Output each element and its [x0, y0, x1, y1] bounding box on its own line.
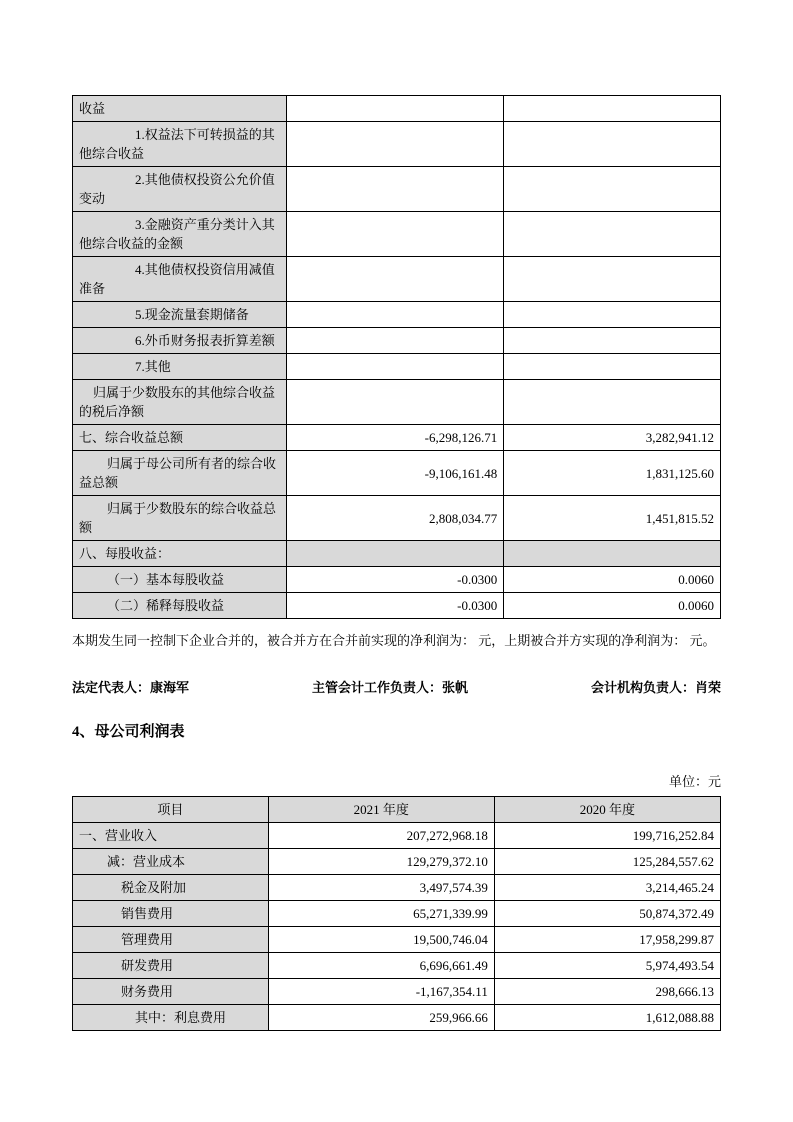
table-row [73, 979, 721, 1005]
value-2021-cell [287, 122, 504, 167]
value-2021-cell [287, 541, 504, 567]
value-2020-cell [504, 167, 721, 212]
value-2020-cell [504, 328, 721, 354]
label-cell: （一）基本每股收益 [73, 567, 287, 593]
value-2020-cell: 3,214,465.24 [494, 875, 720, 901]
value-2020-cell: 125,284,557.62 [494, 849, 720, 875]
value-2020-cell [504, 212, 721, 257]
label-cell: 4.其他债权投资信用减值准备 [73, 257, 287, 302]
value-2020-cell: 1,831,125.60 [504, 451, 721, 496]
header-item: 项目 [73, 797, 269, 823]
value-2021-cell: 6,696,661.49 [268, 953, 494, 979]
legal-representative: 法定代表人：康海军 [72, 680, 190, 695]
table-row [73, 1005, 721, 1031]
table-row [73, 823, 721, 849]
merger-note-text: 本期发生同一控制下企业合并的，被合并方在合并前实现的净利润为： 元，上期被合并方实现的净利润为： 元。 [72, 633, 716, 648]
table-row [73, 901, 721, 927]
label-cell: 税金及附加 [73, 875, 269, 901]
label-cell: 七、综合收益总额 [73, 425, 287, 451]
value-2020-cell [504, 96, 721, 122]
table-row [73, 451, 721, 496]
label-cell: 归属于母公司所有者的综合收益总额 [73, 451, 287, 496]
value-2021-cell [287, 380, 504, 425]
value-2020-cell: 50,874,372.49 [494, 901, 720, 927]
header-2020: 2020 年度 [494, 797, 720, 823]
label-cell: 八、每股收益： [73, 541, 287, 567]
value-2020-cell: 199,716,252.84 [494, 823, 720, 849]
comprehensive-income-table [72, 95, 721, 619]
label-cell: 7.其他 [73, 354, 287, 380]
value-2020-cell [504, 354, 721, 380]
label-cell: 一、营业收入 [73, 823, 269, 849]
table-row [73, 122, 721, 167]
table-row [73, 212, 721, 257]
value-2021-cell: 259,966.66 [268, 1005, 494, 1031]
label-cell: 其中：利息费用 [73, 1005, 269, 1031]
value-2021-cell [287, 257, 504, 302]
value-2021-cell: -9,106,161.48 [287, 451, 504, 496]
table-header-row [73, 797, 721, 823]
table-row [73, 927, 721, 953]
label-cell: 2.其他债权投资公允价值变动 [73, 167, 287, 212]
label-cell: 减：营业成本 [73, 849, 269, 875]
value-2021-cell: -1,167,354.11 [268, 979, 494, 1005]
table-row [73, 875, 721, 901]
value-2020-cell [504, 541, 721, 567]
table-row [73, 96, 721, 122]
value-2020-cell: 1,451,815.52 [504, 496, 721, 541]
table-row [73, 953, 721, 979]
value-2021-cell [287, 167, 504, 212]
accounting-supervisor: 主管会计工作负责人：张帆 [311, 680, 468, 695]
table-row [73, 167, 721, 212]
table-row [73, 567, 721, 593]
table-row [73, 257, 721, 302]
label-cell: 研发费用 [73, 953, 269, 979]
value-2021-cell: 3,497,574.39 [268, 875, 494, 901]
label-cell: 1.权益法下可转损益的其他综合收益 [73, 122, 287, 167]
label-cell: 3.金融资产重分类计入其他综合收益的金额 [73, 212, 287, 257]
label-cell: 归属于少数股东的综合收益总额 [73, 496, 287, 541]
value-2021-cell: 129,279,372.10 [268, 849, 494, 875]
value-2021-cell [287, 354, 504, 380]
header-2021: 2021 年度 [268, 797, 494, 823]
value-2020-cell [504, 122, 721, 167]
value-2021-cell: 207,272,968.18 [268, 823, 494, 849]
accounting-org-head: 会计机构负责人：肖荣 [590, 680, 721, 695]
table-row [73, 425, 721, 451]
table-row [73, 849, 721, 875]
parent-income-statement-table [72, 796, 721, 1031]
table-row [73, 496, 721, 541]
value-2021-cell: -0.0300 [287, 567, 504, 593]
value-2020-cell: 0.0060 [504, 567, 721, 593]
table-row [73, 354, 721, 380]
label-cell: 5.现金流量套期储备 [73, 302, 287, 328]
value-2020-cell: 17,958,299.87 [494, 927, 720, 953]
value-2021-cell: -6,298,126.71 [287, 425, 504, 451]
label-cell: （二）稀释每股收益 [73, 593, 287, 619]
label-cell: 财务费用 [73, 979, 269, 1005]
value-2021-cell [287, 328, 504, 354]
value-2020-cell [504, 380, 721, 425]
table-row [73, 328, 721, 354]
value-2020-cell: 0.0060 [504, 593, 721, 619]
value-2020-cell: 5,974,493.54 [494, 953, 720, 979]
value-2021-cell [287, 96, 504, 122]
value-2021-cell: 2,808,034.77 [287, 496, 504, 541]
table-row [73, 302, 721, 328]
label-cell: 收益 [73, 96, 287, 122]
label-cell: 销售费用 [73, 901, 269, 927]
table-row [73, 541, 721, 567]
signature-line [72, 677, 721, 696]
label-cell: 归属于少数股东的其他综合收益的税后净额 [73, 380, 287, 425]
label-cell: 6.外币财务报表折算差额 [73, 328, 287, 354]
value-2020-cell [504, 302, 721, 328]
value-2021-cell: -0.0300 [287, 593, 504, 619]
value-2020-cell: 1,612,088.88 [494, 1005, 720, 1031]
value-2020-cell [504, 257, 721, 302]
unit-label: 单位：元 [668, 774, 721, 789]
value-2020-cell: 3,282,941.12 [504, 425, 721, 451]
value-2020-cell: 298,666.13 [494, 979, 720, 1005]
table-row [73, 380, 721, 425]
value-2021-cell [287, 212, 504, 257]
value-2021-cell [287, 302, 504, 328]
label-cell: 管理费用 [73, 927, 269, 953]
section-heading: 4、母公司利润表 [72, 724, 185, 740]
table-row [73, 593, 721, 619]
value-2021-cell: 19,500,746.04 [268, 927, 494, 953]
value-2021-cell: 65,271,339.99 [268, 901, 494, 927]
